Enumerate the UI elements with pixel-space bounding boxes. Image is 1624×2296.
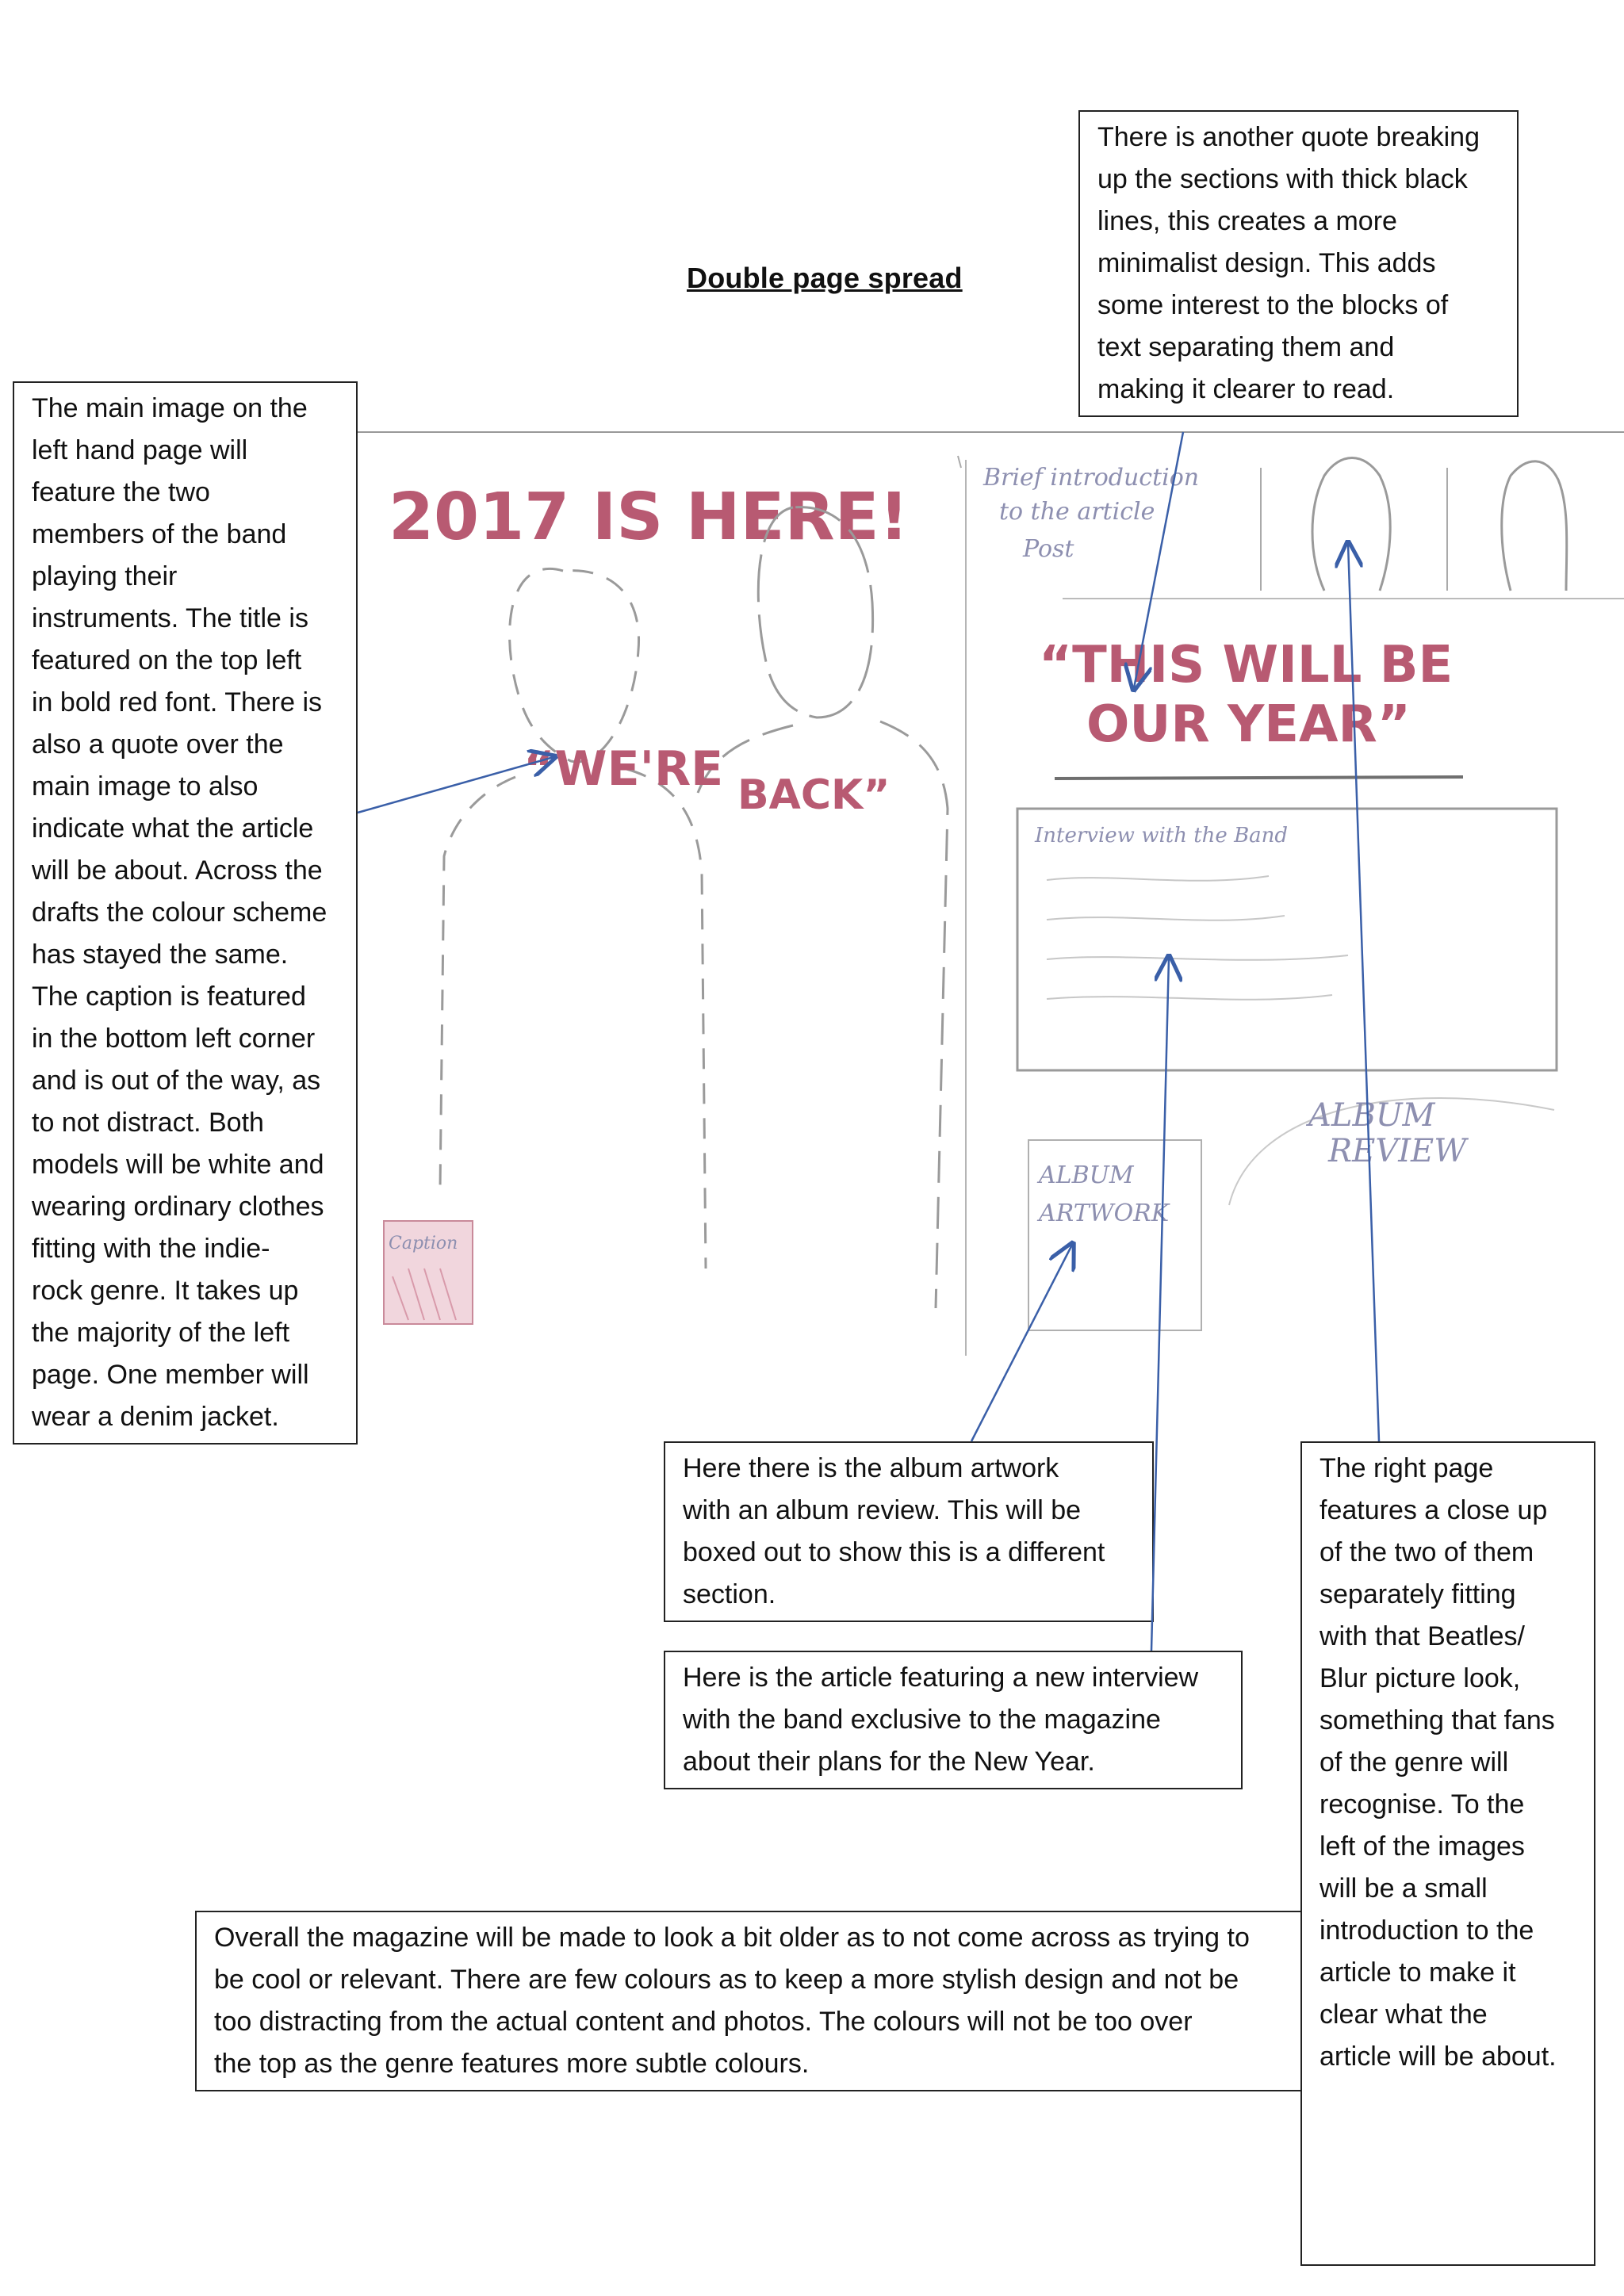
- left-figure-1: [440, 568, 706, 1269]
- note-line: fitting with the indie-: [32, 1234, 270, 1264]
- note-line: The main image on the: [32, 393, 308, 423]
- overall-note-box: [195, 1911, 1302, 2091]
- note-line: article will be about.: [1320, 2042, 1557, 2072]
- note-line: with an album review. This will be: [683, 1495, 1082, 1525]
- note-line: separately fitting: [1320, 1579, 1516, 1609]
- caption-label: Caption: [389, 1234, 458, 1253]
- right-page-note-box: [1300, 1441, 1595, 2266]
- intro-text-1: Brief introduction: [983, 464, 1200, 492]
- note-line: left hand page will: [32, 435, 248, 465]
- note-line: wearing ordinary clothes: [32, 1192, 324, 1222]
- right-quote-line-2: OUR YEAR”: [1086, 695, 1411, 754]
- note-line: making it clearer to read.: [1097, 374, 1395, 404]
- note-line: Overall the magazine will be made to look a bit older as to not come across as trying to: [214, 1923, 1250, 1953]
- intro-text-3: Post: [1023, 535, 1074, 563]
- note-line: playing their: [32, 561, 178, 591]
- note-line: left of the images: [1320, 1831, 1525, 1862]
- note-line: text separating them and: [1097, 332, 1395, 362]
- note-line: There is another quote breaking: [1097, 122, 1480, 152]
- album-artwork-label-2: ARTWORK: [1039, 1200, 1170, 1227]
- note-line: with that Beatles/: [1320, 1621, 1525, 1651]
- note-line: boxed out to show this is a different: [683, 1537, 1105, 1567]
- right-portraits: [1312, 458, 1567, 591]
- left-title-text: 2017 IS HERE!: [389, 480, 910, 555]
- note-line: has stayed the same.: [32, 939, 289, 970]
- note-line: about their plans for the New Year.: [683, 1747, 1095, 1777]
- note-line: Here is the article featuring a new interview: [683, 1663, 1199, 1693]
- note-line: and is out of the way, as: [32, 1066, 321, 1096]
- note-line: The right page: [1320, 1453, 1494, 1483]
- note-line: article to make it: [1320, 1957, 1516, 1988]
- note-line: up the sections with thick black: [1097, 164, 1468, 194]
- note-line: rock genre. It takes up: [32, 1276, 299, 1306]
- note-line: minimalist design. This adds: [1097, 248, 1436, 278]
- note-line: the majority of the left: [32, 1318, 290, 1348]
- note-line: features a close up: [1320, 1495, 1548, 1525]
- note-line: clear what the: [1320, 1999, 1488, 2030]
- interview-label: Interview with the Band: [1035, 824, 1289, 848]
- interview-text-lines: [1047, 876, 1348, 1000]
- note-line: featured on the top left: [32, 645, 302, 675]
- note-line: be cool or relevant. There are few colours as to keep a more stylish design and not be: [214, 1965, 1239, 1995]
- note-line: instruments. The title is: [32, 603, 308, 633]
- note-line: introduction to the: [1320, 1915, 1534, 1946]
- left-quote-line-2: BACK”: [737, 771, 891, 819]
- note-line: main image to also: [32, 771, 259, 802]
- album-review-label-1: ALBUM: [1308, 1097, 1435, 1134]
- note-line: the top as the genre features more subtle colours.: [214, 2049, 810, 2079]
- note-line: will be about. Across the: [32, 855, 323, 886]
- note-line: will be a small: [1320, 1873, 1488, 1904]
- album-review-label-2: REVIEW: [1328, 1133, 1467, 1169]
- note-line: section.: [683, 1579, 776, 1609]
- album-note-box: [664, 1441, 1154, 1622]
- left-quote-line-1: “WE'RE: [523, 741, 724, 797]
- note-line: also a quote over the: [32, 729, 284, 760]
- note-line: Blur picture look,: [1320, 1663, 1521, 1693]
- note-line: indicate what the article: [32, 813, 314, 844]
- quote-divider-line: [1055, 777, 1463, 779]
- note-line: drafts the colour scheme: [32, 897, 327, 928]
- note-line: models will be white and: [32, 1150, 324, 1180]
- note-line: page. One member will: [32, 1360, 309, 1390]
- note-line: members of the band: [32, 519, 287, 549]
- note-line: lines, this creates a more: [1097, 206, 1397, 236]
- note-line: something that fans: [1320, 1705, 1555, 1735]
- intro-text-2: to the article: [999, 498, 1155, 526]
- interview-note-box: [664, 1651, 1243, 1789]
- right-quote-line-1: “THIS WILL BE: [1039, 636, 1454, 695]
- note-line: with the band exclusive to the magazine: [683, 1705, 1161, 1735]
- note-line: of the two of them: [1320, 1537, 1534, 1567]
- page-title: Double page spread: [687, 262, 963, 294]
- interview-box: [1017, 809, 1557, 1070]
- note-line: feature the two: [32, 477, 210, 507]
- note-line: Here there is the album artwork: [683, 1453, 1059, 1483]
- left-figure-2: [698, 507, 948, 1308]
- note-line: The caption is featured: [32, 982, 306, 1012]
- note-line: some interest to the blocks of: [1097, 290, 1449, 320]
- note-line: to not distract. Both: [32, 1108, 264, 1138]
- album-artwork-label-1: ALBUM: [1039, 1161, 1134, 1189]
- note-line: of the genre will: [1320, 1747, 1509, 1777]
- note-line: wear a denim jacket.: [32, 1402, 279, 1432]
- note-line: in bold red font. There is: [32, 687, 323, 718]
- note-line: recognise. To the: [1320, 1789, 1525, 1820]
- note-line: too distracting from the actual content and photos. The colours will not be too over: [214, 2007, 1193, 2037]
- quote-note-box: [1078, 110, 1519, 417]
- main-image-note-box: [13, 381, 358, 1445]
- note-line: in the bottom left corner: [32, 1024, 316, 1054]
